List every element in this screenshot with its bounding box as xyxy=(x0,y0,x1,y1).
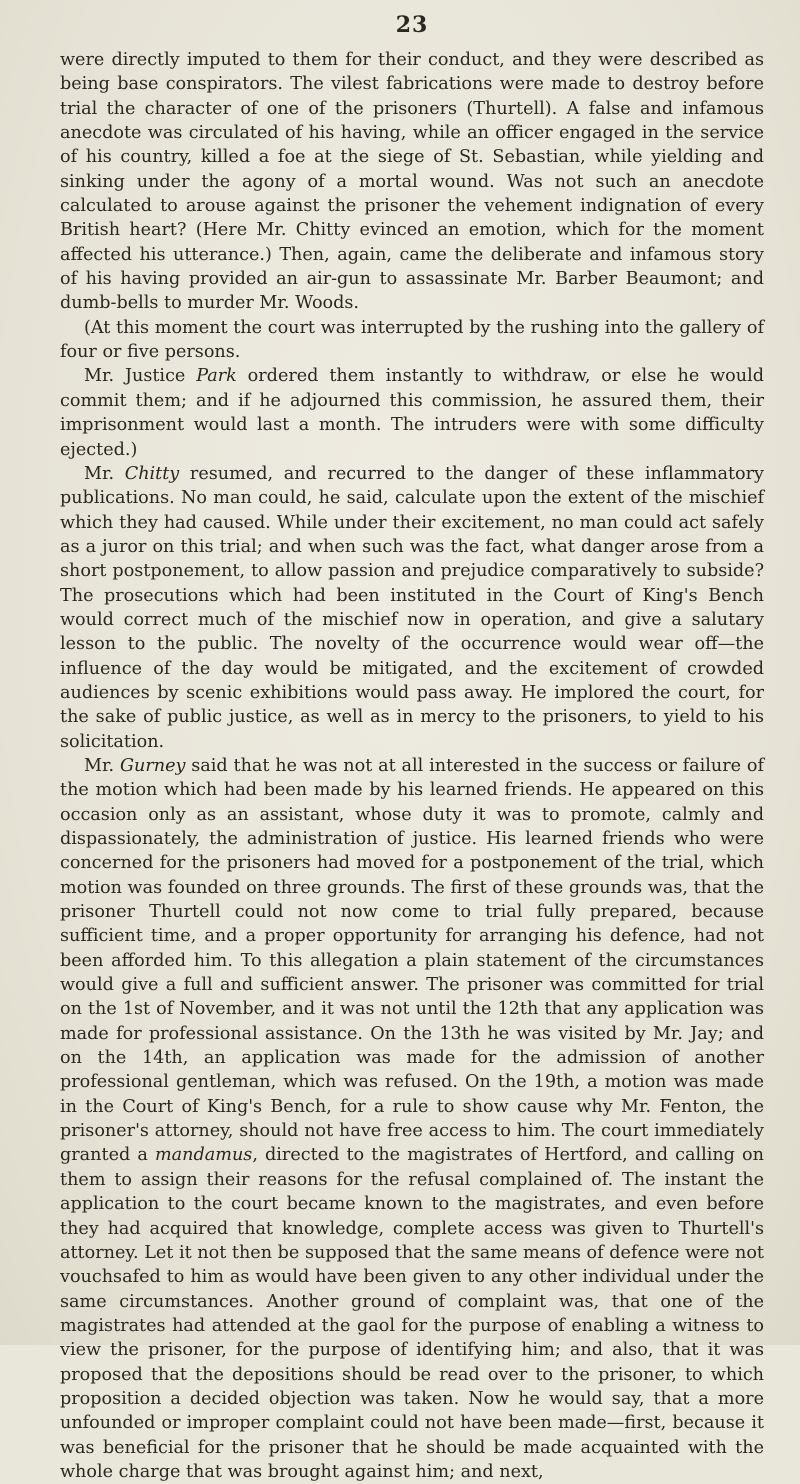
italic-text: mandamus xyxy=(155,1145,253,1166)
text-run: Mr. Justice xyxy=(84,366,197,387)
paragraph xyxy=(60,48,764,316)
paragraph xyxy=(60,754,764,1484)
text-run: (At this moment the court was interrupted by the rushing into the gallery of four or five persons. xyxy=(60,317,764,363)
text-run: ordered them instantly to withdraw, or else he would commit them; and if he adjourned this commission, he assured them, their imprisonment would last a month. The intruders were with some difficulty ejected.) xyxy=(60,366,764,460)
text-run: Mr. xyxy=(84,463,125,484)
page-number: 23 xyxy=(395,12,429,38)
italic-text: Park xyxy=(196,366,237,387)
body-text xyxy=(60,48,764,1484)
italic-text: Gurney xyxy=(119,755,186,776)
paragraph xyxy=(60,364,764,461)
paragraph xyxy=(60,316,764,365)
paragraph xyxy=(60,462,764,754)
text-run: said that he was not at all interested in the success or failure of the motion which had been made by his learned friends. He appeared on this occasion only as an assistant, whose duty it was to promote, calmly and dispassionately, the administration of justice. His learned friends who were concerned for the prisoners had moved for a postponement of the trial, which motion was founded on three grounds. The first of these grounds was, that the prisoner Thurtell could not now come to trial fully prepared, because sufficient time, and a proper opportunity for arranging his defence, had not been afforded him. To this allegation a plain statement of the circumstances would give a full and sufficient answer. The prisoner was committed for trial on the 1st of November, and it was not until the 12th that any application was made for professional assistance. On the 13th he was visited by Mr. Jay; and on the 14th, an application was made for the admission of another professional gentleman, which was refused. On the 19th, a motion was made in the Court of King's Bench, for a rule to show cause why Mr. Fenton, the prisoner's attorney, should not have free access to him. The court immediately granted a xyxy=(60,755,765,1166)
text-run: Mr. xyxy=(84,755,120,776)
italic-text: Chitty xyxy=(124,463,180,484)
text-run: were directly imputed to them for their conduct, and they were described as being base conspirators. The vilest fabrications were made to destroy before trial the character of one of the prisoners (Thurtell). A false and infamous anecdote was circulated of his having, while an officer engaged in the service of his country, killed a foe at the siege of St. Sebastian, while yielding and sinking under the agony of a mortal wound. Was not such an anecdote calculated to arouse against the prisoner the vehement indignation of every British heart? (Here Mr. Chitty evinced an emotion, which for the moment affected his utterance.) Then, again, came the deliberate and infamous story of his having provided an air-gun to assassinate Mr. Barber Beaumont; and dumb-bells to murder Mr. Woods. xyxy=(60,50,764,314)
text-run: , directed to the magistrates of Hertford, and calling on them to assign their reasons for the refusal complained of. The instant the application to the court became known to the magistrates, and even before they had acquired that knowledge, complete access was given to Thurtell's attorney. Let it not then be supposed that the same means of defence were not vouchsafed to him as would have been given to any other individual under the same circumstances. Another ground of complaint was, that one of the magistrates had attended at the gaol for the purpose of enabling a witness to view the prisoner, for the purpose of identifying him; and also, that it was proposed that the depositions should be read over to the prisoner, to which proposition a decided objection was taken. Now he would say, that a more unfounded or improper complaint could not have been made—first, because it was beneficial for the prisoner that he should be made acquainted with the whole charge that was brought against him; and next, xyxy=(60,1145,764,1482)
text-run: resumed, and recurred to the danger of these inflammatory publications. No man could, he said, calculate upon the extent of the mischief which they had caused. While under their excitement, no man could act safely as a juror on this trial; and when such was the fact, what danger arose from a short postponement, to allow passion and prejudice comparatively to subside? The prosecutions which had been instituted in the Court of King's Bench would correct much of the mischief now in operation, and give a salutary lesson to the public. The novelty of the occurrence would wear off—the influence of the day would be mitigated, and the excitement of crowded audiences by scenic exhibitions would pass away. He implored the court, for the sake of public justice, as well as in mercy to the prisoners, to yield to his solicitation. xyxy=(60,463,764,752)
